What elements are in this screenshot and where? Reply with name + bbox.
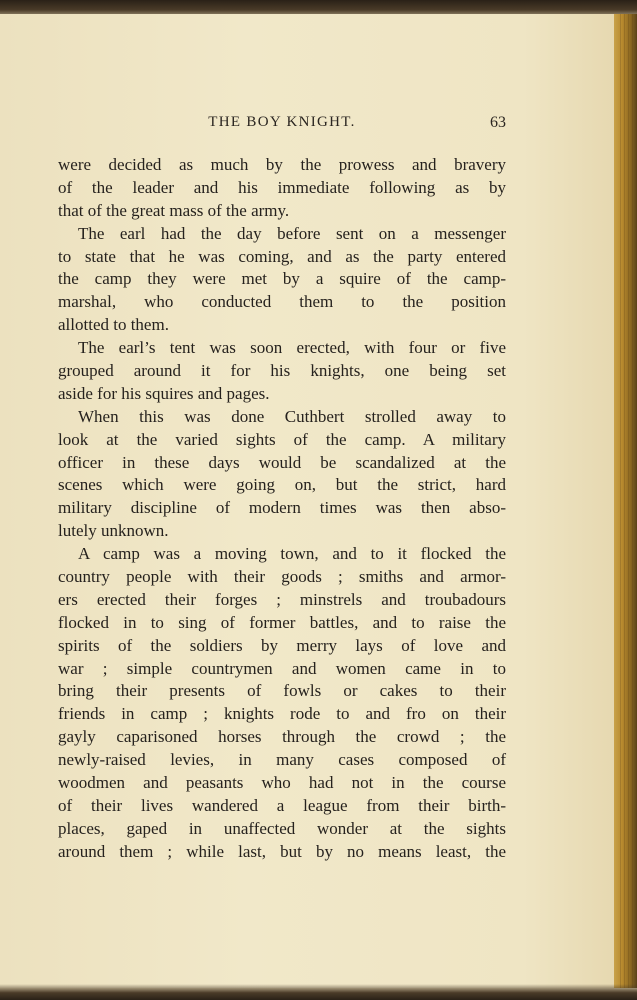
text-line: officer in these days would be scandalized at the <box>58 452 506 472</box>
text-line: gayly caparisoned horses through the crowd ; the <box>58 727 506 747</box>
text-line: grouped around it for his knights, one being set <box>58 361 506 381</box>
text-line: ers erected their forges ; minstrels and troubadours <box>58 589 506 609</box>
text-line: allotted to them. <box>58 315 169 335</box>
text-line: to state that he was coming, and as the party entered <box>58 246 506 266</box>
running-title: THE BOY KNIGHT. <box>208 114 356 130</box>
scan-bottom-shadow <box>0 984 637 1000</box>
text-line: marshal, who conducted them to the position <box>58 292 506 312</box>
running-header <box>58 114 506 138</box>
text-line: friends in camp ; knights rode to and fro on their <box>58 704 506 724</box>
text-line: that of the great mass of the army. <box>58 200 290 220</box>
text-line: The earl’s tent was soon erected, with four or five <box>78 338 506 358</box>
text-line: look at the varied sights of the camp. A military <box>58 429 506 449</box>
text-line: A camp was a moving town, and to it flocked the <box>78 544 506 564</box>
text-line: of their lives wandered a league from their birth- <box>58 795 506 815</box>
text-line: military discipline of modern times was then abso- <box>58 498 506 518</box>
text-line: aside for his squires and pages. <box>58 383 270 403</box>
text-line: bring their presents of fowls or cakes to their <box>58 681 506 701</box>
page-number: 63 <box>490 114 506 131</box>
body-text <box>58 154 506 864</box>
text-line: war ; simple countrymen and women came in to <box>58 658 506 678</box>
text-line: flocked in to sing of former battles, and to raise the <box>58 612 506 632</box>
text-line: of the leader and his immediate following as by <box>58 177 506 197</box>
text-line: The earl had the day before sent on a messenger <box>78 223 506 243</box>
text-line: were decided as much by the prowess and bravery <box>58 155 506 174</box>
text-line: the camp they were met by a squire of the camp- <box>58 269 506 289</box>
text-line: newly-raised levies, in many cases composed of <box>58 750 506 770</box>
text-line: woodmen and peasants who had not in the course <box>58 773 506 793</box>
text-line: spirits of the soldiers by merry lays of love and <box>58 635 506 655</box>
text-line: scenes which were going on, but the strict, hard <box>58 475 506 495</box>
text-line: country people with their goods ; smiths and armor- <box>58 567 506 587</box>
text-line: lutely unknown. <box>58 521 169 541</box>
text-line: When this was done Cuthbert strolled away to <box>78 406 506 426</box>
text-line: around them ; while last, but by no means least, the <box>58 841 506 861</box>
page-fore-edge-leaves <box>620 14 637 988</box>
text-line: places, gaped in unaffected wonder at the sights <box>58 818 506 838</box>
